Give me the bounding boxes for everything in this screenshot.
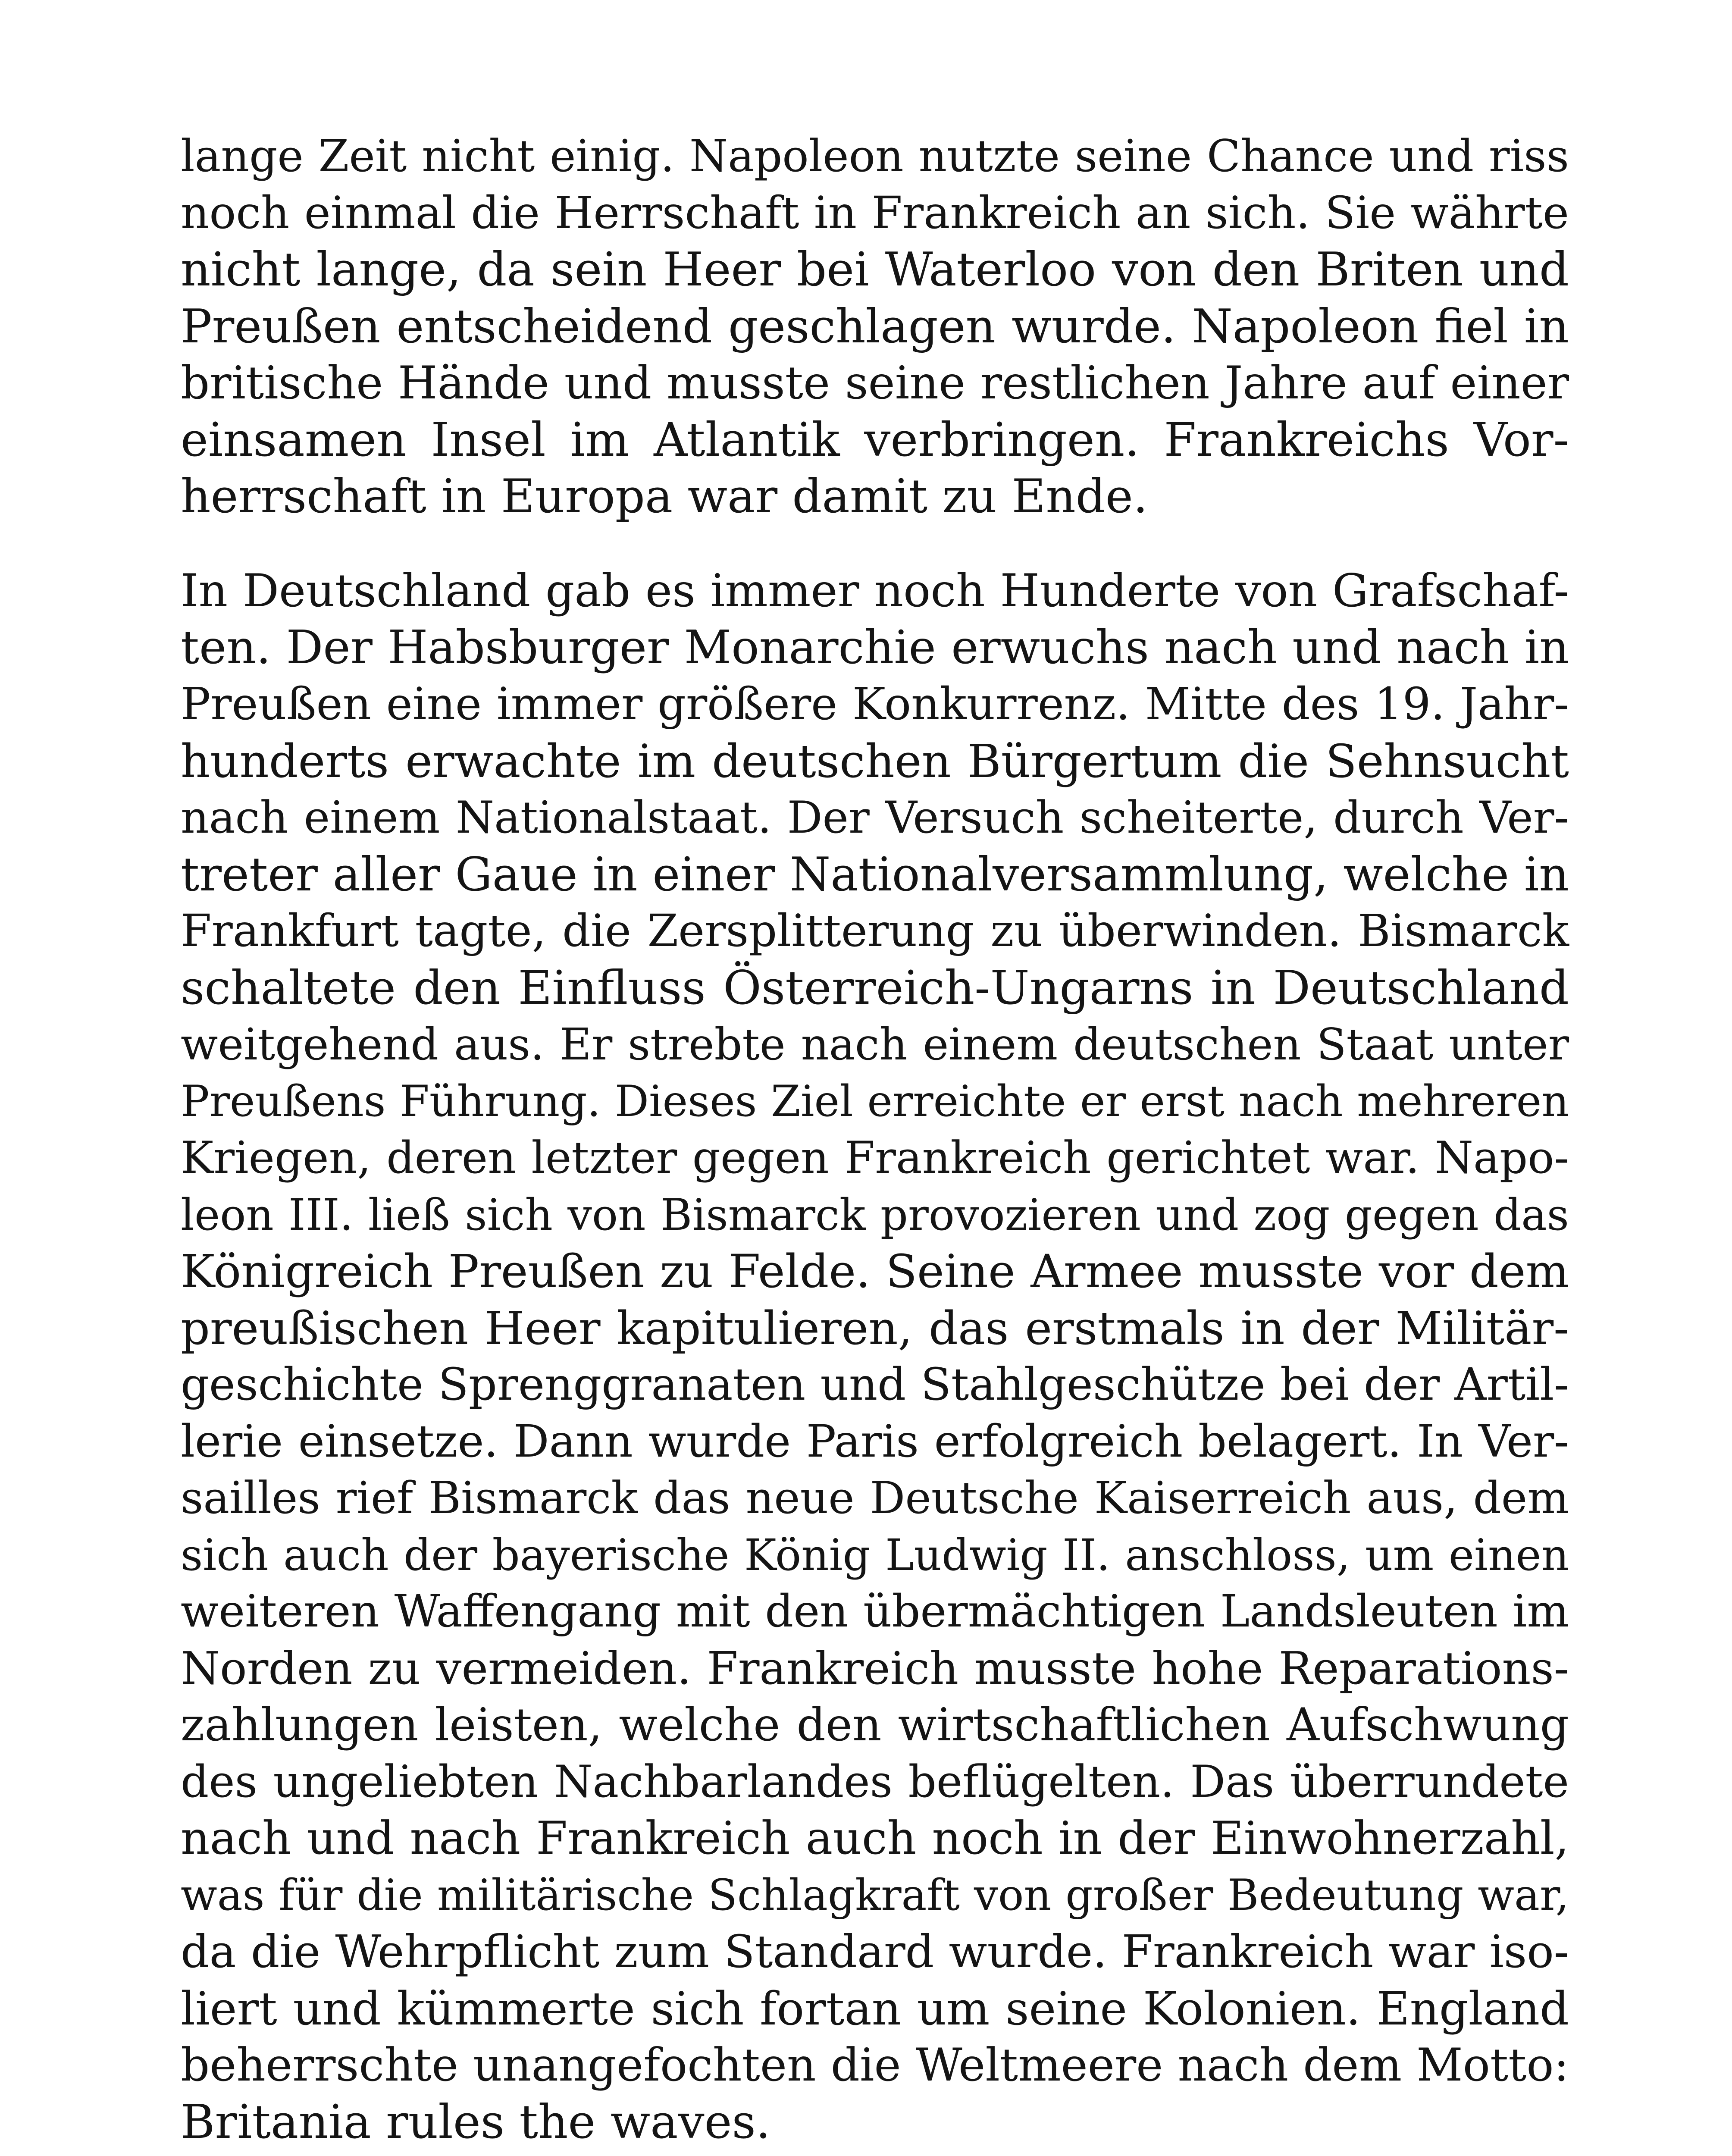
text-line: des ungeliebten Nachbarlandes beflügelten. Das überrundete xyxy=(181,1756,1569,1808)
text-line: leon III. ließ sich von Bismarck provozieren und zog gegen das xyxy=(181,1189,1569,1240)
text-line: nach und nach Frankreich auch noch in der Einwohnerzahl, xyxy=(181,1812,1569,1865)
text-line: ten. Der Habsburger Monarchie erwuchs nach und nach in xyxy=(181,620,1569,674)
text-line: Frankfurt tagte, die Zersplitterung zu überwinden. Bismarck xyxy=(181,905,1569,957)
text-line: sailles rief Bismarck das neue Deutsche Kaiserreich aus, dem xyxy=(181,1473,1569,1524)
text-line: weitgehend aus. Er strebte nach einem deutschen Staat unter xyxy=(181,1019,1569,1070)
text-line: nach einem Nationalstaat. Der Versuch scheiterte, durch Ver- xyxy=(181,792,1569,843)
text-line: Britania rules the waves. xyxy=(181,2095,771,2149)
text-line: weiteren Waffengang mit den übermächtigen Landsleuten im xyxy=(181,1586,1569,1637)
text-line: da die Wehrpflicht zum Standard wurde. Frankreich war iso- xyxy=(181,1925,1569,1978)
text-line: beherrschte unangefochten die Weltmeere nach dem Motto: xyxy=(181,2039,1569,2091)
text-line: sich auch der bayerische König Ludwig II. anschloss, um einen xyxy=(181,1529,1569,1580)
text-line: herrschaft in Europa war damit zu Ende. xyxy=(181,470,1148,523)
paragraph xyxy=(181,128,1569,525)
text-line: schaltete den Einfluss Österreich-Ungarns in Deutschland xyxy=(181,961,1569,1015)
text-line: Preußens Führung. Dieses Ziel erreichte er erst nach mehreren xyxy=(181,1076,1569,1126)
text-line: liert und kümmerte sich fortan um seine Kolonien. England xyxy=(181,1982,1569,2035)
text-line: britische Hände und musste seine restlichen Jahre auf einer xyxy=(181,357,1569,409)
text-line: was für die militärische Schlagkraft von großer Bedeutung war, xyxy=(181,1870,1569,1920)
paragraph xyxy=(181,563,1569,2150)
text-line: lerie einsetze. Dann wurde Paris erfolgreich belagert. In Ver- xyxy=(181,1415,1569,1467)
text-line: Norden zu vermeiden. Frankreich musste hohe Reparations- xyxy=(181,1642,1569,1695)
text-line: noch einmal die Herrschaft in Frankreich an sich. Sie währte xyxy=(181,187,1569,239)
text-line: hunderts erwachte im deutschen Bürgertum die Sehnsucht xyxy=(181,734,1569,788)
text-line: einsamen Insel im Atlantik verbringen. Frankreichs Vor- xyxy=(181,413,1569,467)
text-line: In Deutschland gab es immer noch Hunderte von Grafschaf- xyxy=(181,564,1569,617)
text-line: nicht lange, da sein Heer bei Waterloo von den Briten und xyxy=(181,243,1569,297)
text-line: Preußen entscheidend geschlagen wurde. Napoleon fiel in xyxy=(181,299,1569,354)
text-line: zahlungen leisten, welche den wirtschaftlichen Aufschwung xyxy=(181,1698,1569,1751)
text-line: geschichte Sprenggranaten und Stahlgeschütze bei der Artil- xyxy=(181,1359,1569,1410)
text-line: Preußen eine immer größere Konkurrenz. Mitte des 19. Jahr- xyxy=(181,678,1569,730)
text-line: Kriegen, deren letzter gegen Frankreich gerichtet war. Napo- xyxy=(181,1132,1569,1184)
text-line: preußischen Heer kapitulieren, das erstmals in der Militär- xyxy=(181,1301,1569,1355)
text-line: lange Zeit nicht einig. Napoleon nutzte seine Chance und riss xyxy=(181,131,1569,182)
text-line: Königreich Preußen zu Felde. Seine Armee musste vor dem xyxy=(181,1245,1569,1298)
text-line: treter aller Gaue in einer Nationalversammlung, welche in xyxy=(181,847,1569,902)
